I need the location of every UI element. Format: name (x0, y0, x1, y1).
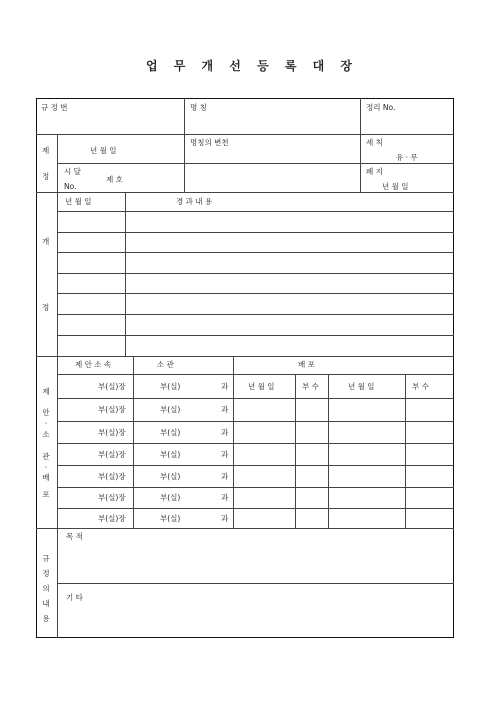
page-title: 업 무 개 선 등 록 대 장 (146, 59, 358, 73)
rule-number-label: 규 정 번 (41, 103, 68, 112)
dist-row-dept: 부(실) (160, 405, 181, 414)
enact-mid-left (57, 163, 184, 164)
enact-date: 년 월 일 (90, 146, 117, 155)
dist-row-section: 과 (221, 382, 229, 391)
org-number-label: 정리 No. (366, 103, 396, 112)
dist-row-line (57, 421, 454, 422)
revision-bottom (36, 356, 454, 357)
dist-row-section: 과 (221, 405, 229, 414)
dist-row-dept: 부(실) (160, 382, 181, 391)
revision-row-line (57, 252, 454, 253)
revision-col-divider (125, 192, 126, 356)
dist-row-proposer: 부(실)장 (98, 493, 126, 502)
content-mid-line (57, 583, 454, 584)
abolish-label: 폐 지 (366, 167, 383, 176)
dist-bottom (36, 528, 454, 529)
detail-rule-label: 세 칙 (366, 138, 383, 147)
purpose-label: 목 적 (66, 532, 83, 541)
dist-sub-date-2: 년 월 일 (348, 382, 375, 391)
dist-row-proposer: 부(실)장 (98, 450, 126, 459)
dist-sub-count: 부 수 (302, 382, 319, 391)
content-side-5: 용 (42, 614, 50, 623)
dist-row-line (57, 398, 454, 399)
form-border-bottom (36, 637, 454, 638)
content-side-1: 규 (42, 554, 50, 563)
registration-form (36, 98, 454, 638)
dist-side-2: 안 (42, 408, 50, 417)
dist-row-proposer: 부(실)장 (98, 405, 126, 414)
dist-row-proposer: 부(실)장 (98, 382, 126, 391)
dist-col-divider-1 (133, 356, 134, 528)
revision-content-header: 경 과 내 용 (176, 197, 213, 206)
dist-row-proposer: 부(실)장 (98, 428, 126, 437)
revision-side-divider (57, 192, 58, 356)
name-change-label: 명칭의 변천 (190, 138, 229, 147)
enforce-no-label: No. (64, 182, 77, 191)
dist-sub-date: 년 월 일 (248, 382, 275, 391)
other-label: 기 타 (66, 593, 83, 602)
dist-row-dept: 부(실) (160, 450, 181, 459)
dist-side-4: 소 (42, 430, 50, 439)
revision-date-header: 년 월 일 (65, 197, 92, 206)
name-label: 명 칭 (190, 103, 207, 112)
dist-row-section: 과 (221, 428, 229, 437)
dist-distribution-header: 배 포 (298, 360, 315, 369)
dist-row-dept: 부(실) (160, 493, 181, 502)
revision-row-line (57, 293, 454, 294)
revision-row-line (57, 335, 454, 336)
dist-header-line (57, 374, 454, 375)
revision-side-1: 개 (42, 237, 50, 246)
dist-charge-header: 소 관 (157, 360, 174, 369)
revision-row-line (57, 232, 454, 233)
dist-row-line (57, 465, 454, 466)
enact-bottom (36, 192, 454, 193)
abolish-date: 년 월 일 (382, 182, 409, 191)
dist-row-section: 과 (221, 450, 229, 459)
dist-row-section: 과 (221, 514, 229, 523)
dist-row-line (57, 487, 454, 488)
dist-row-line (57, 508, 454, 509)
revision-row-line (57, 273, 454, 274)
form-border-left (36, 98, 37, 638)
dist-proposer-header: 제 안 소 속 (75, 360, 112, 369)
dist-row-proposer: 부(실)장 (98, 472, 126, 481)
je-ho-label: 제 호 (106, 175, 123, 184)
revision-side-2: 정 (42, 303, 50, 312)
dist-side-6: · (44, 463, 48, 472)
form-border-top (36, 98, 454, 99)
header-row-bottom (36, 134, 454, 135)
header-divider-2 (360, 98, 361, 192)
dist-side-7: 배 (42, 473, 50, 482)
revision-row-line (57, 314, 454, 315)
header-divider-1 (184, 98, 185, 192)
dist-row-section: 과 (221, 493, 229, 502)
enact-side-bottom: 정 (42, 172, 50, 181)
dist-row-section: 과 (221, 472, 229, 481)
dist-row-proposer: 부(실)장 (98, 514, 126, 523)
dist-row-line (57, 443, 454, 444)
dist-side-8: 포 (42, 490, 50, 499)
dist-row-dept: 부(실) (160, 428, 181, 437)
content-side-3: 의 (42, 584, 50, 593)
enact-side-top: 제 (42, 146, 50, 155)
yes-no-label: 유 · 무 (396, 153, 418, 162)
dist-side-3: · (44, 419, 48, 428)
dist-row-dept: 부(실) (160, 514, 181, 523)
dist-side-1: 제 (42, 387, 50, 396)
content-side-2: 정 (42, 569, 50, 578)
enforce-label: 시 달 (64, 167, 81, 176)
dist-col-divider-2 (233, 356, 234, 528)
form-border-right (453, 98, 454, 638)
dist-side-5: 관 (42, 452, 50, 461)
dist-sub-count-2: 부 수 (412, 382, 429, 391)
revision-row-line (57, 211, 454, 212)
dist-row-dept: 부(실) (160, 472, 181, 481)
enact-mid-right (184, 163, 454, 164)
dist-side-divider (57, 356, 58, 528)
content-side-4: 내 (42, 599, 50, 608)
